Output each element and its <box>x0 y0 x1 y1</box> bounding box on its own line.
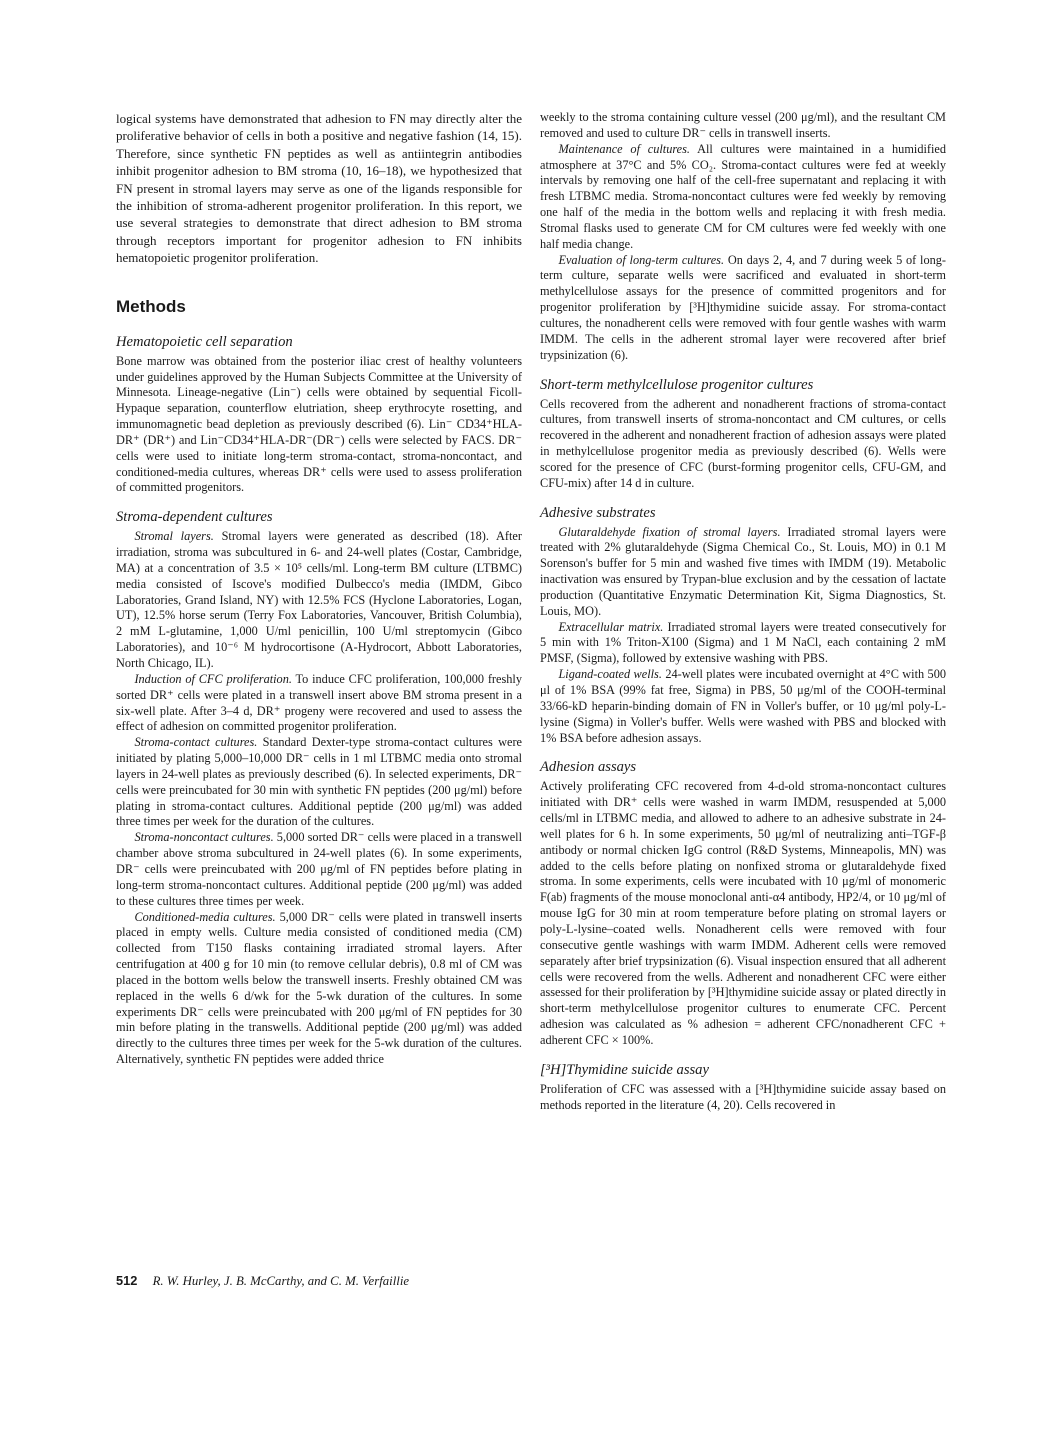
methods-heading: Methods <box>116 296 186 316</box>
run-in-heading: Conditioned-media cultures. <box>134 909 276 924</box>
section-title-adhesion-assays: Adhesion assays <box>540 759 637 776</box>
paragraph-text: 5,000 sorted DR⁻ cells were placed in a transwell chamber above stroma subcultured in 24-well plates (6). In some experiments, DR⁻ cells were preincubated with 200 μg/ml of FN peptides before plating in long-term stroma-noncontact cultures. Additional peptide (200 μg/ml) was added to these cultures three times per week. <box>116 830 522 908</box>
paragraph-text: Standard Dexter-type stroma-contact cultures were initiated by plating 5,000–10,000 DR⁻ cells in 1 ml LTBMC media onto stromal layers in 24-well plates as previously described (6). In selected experiments, DR⁻ cells were preincubated for 30 min with synthetic FN peptides (200 μg/ml) before plating in stroma-contact cultures. Additional peptide (200 μg/ml) was added three times per week for the duration of the cultures. <box>116 735 523 829</box>
run-in-heading: Stroma-contact cultures. <box>134 735 258 750</box>
run-in-heading: Stromal layers. <box>134 529 214 544</box>
author-line: R. W. Hurley, J. B. McCarthy, and C. M. Verfaillie <box>152 1274 410 1288</box>
continued-paragraph: weekly to the stroma containing culture vessel (200 μg/ml), and the resultant CM removed and used to culture DR⁻ cells in transwell inserts. <box>540 110 946 140</box>
paragraph-text: All cultures were maintained in a humidified atmosphere at 37°C and 5% CO₂. Stroma-contact cultures were fed at weekly intervals by removing one half of the cell-free supernatant and replacing it with fresh LTBMC media. Stroma-noncontact cultures were fed weekly by removing one half of the media in the bottom wells and replacing it with fresh media. Stromal flasks used to generate CM for CM cultures were fed weekly with one half media change. <box>540 141 946 251</box>
paragraph-text: Irradiated stromal layers were treated with 2% glutaraldehyde (Sigma Chemical Co., St. Louis, MO) in 0.1 M Sorenson's buffer for 5 min and washed five times with IMDM (19). Metabolic inactivation was ensured by Trypan-blue exclusion and by the cessation of lactate production (Quantitative Enzymatic Determination Kit, Sigma Diagnostics, St. Louis, MO). <box>540 524 946 618</box>
left-column <box>116 110 522 1068</box>
stromal-layers-paragraph <box>116 529 522 672</box>
run-in-heading: Induction of CFC proliferation. <box>134 671 292 686</box>
run-in-heading: Glutaraldehyde fixation of stromal layers. <box>558 524 781 539</box>
section-title-adhesive-substrates: Adhesive substrates <box>540 504 656 521</box>
conditioned-media-paragraph <box>116 910 522 1068</box>
maintenance-paragraph <box>540 142 946 253</box>
run-in-heading: Extracellular matrix. <box>558 619 664 634</box>
glutaraldehyde-paragraph <box>540 525 946 620</box>
methylcellulose-paragraph: Cells recovered from the adherent and nonadherent fractions of stroma-contact cultures, from transwell inserts of stroma-noncontact and CM cultures, or cells recovered in the adherent and nonadherent fraction of adhesion assays were plated in methylcellulose progenitor media as previously described (6). Wells were scored for the presence of CFC (burst-forming progenitor cells, CFU-GM, and CFU-mix) after 14 d in culture. <box>540 396 946 490</box>
page-footer <box>116 1273 409 1289</box>
section-title-cell-separation: Hematopoietic cell separation <box>116 333 293 350</box>
adhesion-assays-paragraph: Actively proliferating CFC recovered from 4-d-old stroma-noncontact cultures initiated with DR⁺ cells were washed in warm IMDM, resuspended at 5,000 cells/ml in LTBMC media, and allowed to adhere to an adhesive substrate in 24-well plates for 6 h. In some experiments, 50 μg/ml of neutralizing anti–TGF-β antibody or normal chicken IgG control (R&D Systems, Minneapolis, MN) was added to the cells before plating on nonfixed stroma or glutaraldehyde fixed stroma. In some experiments, cells were incubated with 10 μg/ml of monomeric F(ab) fragments of the mouse monoclonal anti-α4 antibody, HP2/4, or 10 μg/ml of mouse IgG for 30 min at room temperature before plating on stromal layers or poly-L-lysine–coated wells. Nonadherent cells were removed with four consecutive gentle washings with warm IMDM. Adherent cells were removed separately after brief trypsinization (6). Visual inspection ensured that all adherent cells were recovered from the wells. Adherent and nonadherent CFC were either assessed for their proliferation by [³H]thymidine suicide assay or plated directly in short-term methylcellulose progenitor cultures to enumerate CFC. Percent adhesion was calculated as % adhesion = adherent CFC/nonadherent CFC + adherent CFC × 100%. <box>540 779 946 1047</box>
run-in-heading: Evaluation of long-term cultures. <box>558 252 725 267</box>
run-in-heading: Ligand-coated wells. <box>558 667 662 682</box>
paragraph-text: Stromal layers were generated as described (18). After irradiation, stroma was subcultured in 6- and 24-well plates (Costar, Cambridge, MA) at a concentration of 3.5 × 10⁵ cells/ml. Long-term BM culture (LTBMC) media consisted of Iscove's modified Dulbecco's media (IMDM, Gibco Laboratories, Grand Island, NY) with 12.5% FCS (Hyclone Laboratories, Logan, UT), 12.5% horse serum (Terry Fox Laboratories, Vancouver, British Columbia), 2 mM L-glutamine, 1,000 U/ml penicillin, 100 U/ml streptomycin (Gibco Laboratories), and 10⁻⁶ M hydrocortisone (A-Hydrocort, Abbott Laboratories, North Chicago, IL). <box>116 529 522 670</box>
section-title-thymidine-assay: [³H]Thymidine suicide assay <box>540 1061 709 1078</box>
stroma-noncontact-paragraph <box>116 830 522 909</box>
paragraph-text: Irradiated stromal layers were treated consecutively for 5 min with 1% Triton-X100 (Sigma) and 1 M NaCl, each containing 2 mM PMSF, (Sigma), followed by extensive washing with PBS. <box>540 619 946 666</box>
induction-paragraph <box>116 672 522 735</box>
section-title-methylcellulose: Short-term methylcellulose progenitor cultures <box>540 376 814 393</box>
paragraph-text: 5,000 DR⁻ cells were plated in transwell inserts placed in empty wells. Culture media consisted of conditioned media (CM) collected from T150 flasks containing irradiated stromal layers. After centrifugation at 400 g for 10 min (to remove cellular debris), 0.8 ml of CM was placed in the bottom wells below the transwell inserts. Freshly obtained CM was replaced in the wells 6 d/wk for the 5-wk duration of the cultures. In some experiments DR⁻ cells were preincubated with 200 μg/ml of FN peptides for 30 min before plating in the transwells. Additional peptide (200 μg/ml) was added directly to the cultures three times per week for the 5-wk duration of the cultures. Alternatively, synthetic FN peptides were added thrice <box>116 909 522 1067</box>
run-in-heading: Stroma-noncontact cultures. <box>134 830 274 845</box>
section-title-stroma-dependent: Stroma-dependent cultures <box>116 509 273 526</box>
cell-separation-paragraph: Bone marrow was obtained from the posterior iliac crest of healthy volunteers under guidelines approved by the Human Subjects Committee at the University of Minnesota. Lineage-negative (Lin⁻) cells were obtained by sequential Ficoll-Hypaque separation, counterflow elutriation, sheep erythrocyte rosetting, and immunomagnetic bead depletion as previously described (6). Lin⁻ CD34⁺HLA-DR⁺ (DR⁺) and Lin⁻CD34⁺HLA-DR⁻(DR⁻) cells were selected by FACS. DR⁻ cells were used to initiate long-term stroma-contact, stroma-noncontact, and conditioned-media cultures, whereas DR⁺ cells were used to assess proliferation of committed progenitors. <box>116 353 522 495</box>
run-in-heading: Maintenance of cultures. <box>558 141 691 156</box>
thymidine-assay-paragraph: Proliferation of CFC was assessed with a [³H]thymidine suicide assay based on methods reported in the literature (4, 20). Cells recovered in <box>540 1081 946 1112</box>
stroma-contact-paragraph <box>116 735 522 830</box>
right-column <box>540 110 946 1113</box>
evaluation-paragraph <box>540 253 946 364</box>
paragraph-text: 24-well plates were incubated overnight at 4°C with 500 μl of 1% BSA (99% fat free, Sigma) in PBS, 50 μg/ml of the COOH-terminal 33/66-kD heparin-binding domain of FN in Voller's buffer, or 10 μg/ml poly-L-lysine (Sigma) in Voller's buffer. Wells were washed with PBS and blocked with 1% BSA before adhesion assays. <box>540 667 947 745</box>
paragraph-text: On days 2, 4, and 7 during week 5 of long-term culture, separate wells were sacrificed and evaluated in short-term methylcellulose assays for the presence of committed progenitors and for progenitor proliferation by [³H]thymidine suicide assay. For stroma-contact cultures, the nonadherent cells were removed with four gentle washes with warm IMDM. The cells in the adherent stromal layer were recovered after brief trypsinization (6). <box>540 252 947 362</box>
page-number: 512 <box>116 1273 138 1288</box>
ligand-coated-paragraph <box>540 667 946 746</box>
intro-paragraph: logical systems have demonstrated that adhesion to FN may directly alter the proliferative behavior of cells in both a positive and negative fashion (14, 15). Therefore, since synthetic FN peptides as well as antiintegrin antibodies inhibit progenitor adhesion to BM stroma (10, 16–18), we hypothesized that FN present in stromal layers may serve as one of the ligands responsible for the inhibition of stroma-adherent progenitor proliferation. In this report, we use several strategies to demonstrate that direct adhesion to BM stroma through receptors important for progenitor adhesion to FN inhibits hematopoietic progenitor proliferation. <box>116 111 522 266</box>
extracellular-matrix-paragraph <box>540 620 946 668</box>
paragraph-text: To induce CFC proliferation, 100,000 freshly sorted DR⁺ cells were plated in a transwell insert above BM stroma present in a six-well plate. After 3–4 d, DR⁺ progeny were recovered and used to assess the effect of adhesion on committed progenitor proliferation. <box>116 671 522 734</box>
